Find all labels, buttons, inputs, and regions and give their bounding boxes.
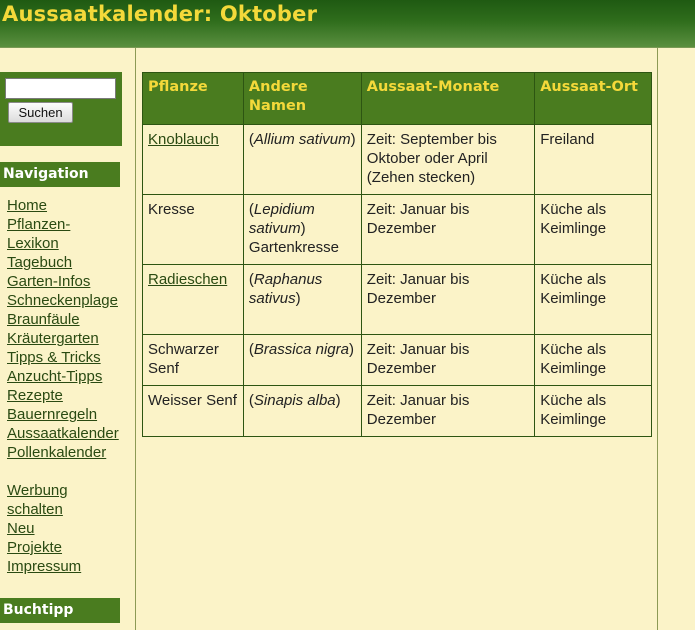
nav-item-aussaatkalender[interactable]: Aussaatkalender bbox=[7, 425, 119, 442]
nav-item-garten-infos[interactable]: Garten-Infos bbox=[7, 273, 91, 290]
nav-item-home[interactable]: Home bbox=[7, 197, 48, 214]
navigation-list bbox=[7, 196, 132, 576]
place-cell: Freiland bbox=[535, 125, 652, 195]
column-header-aussaat-monate: Aussaat-Monate bbox=[361, 73, 534, 125]
plant-cell: Schwarzer Senf bbox=[143, 335, 244, 386]
nav-item-impressum[interactable]: Impressum bbox=[7, 558, 82, 575]
page-title: Aussaatkalender: Oktober bbox=[2, 2, 318, 26]
nav-item-pflanzen-lexikon-2[interactable]: Lexikon bbox=[7, 235, 59, 252]
sowing-table bbox=[142, 72, 652, 437]
plant-link-radieschen[interactable]: Radieschen bbox=[148, 271, 228, 288]
navigation-heading: Navigation bbox=[0, 162, 120, 187]
table-row bbox=[143, 335, 652, 386]
common-name: Gartenkresse bbox=[248, 239, 339, 256]
column-header-aussaat-ort: Aussaat-Ort bbox=[535, 73, 652, 125]
plant-link-knoblauch[interactable]: Knoblauch bbox=[148, 131, 219, 148]
search-input[interactable] bbox=[5, 78, 116, 99]
nav-item-kraeutergarten[interactable]: Kräutergarten bbox=[7, 330, 99, 347]
nav-item-rezepte[interactable]: Rezepte bbox=[7, 387, 63, 404]
other-names-cell: (Sinapis alba) bbox=[243, 386, 361, 437]
place-cell: Küche als Keimlinge bbox=[535, 265, 652, 335]
nav-item-neu[interactable]: Neu bbox=[7, 520, 35, 537]
nav-item-werbung[interactable]: Werbung bbox=[7, 482, 68, 499]
plant-cell bbox=[143, 125, 244, 195]
plant-cell: Kresse bbox=[143, 195, 244, 265]
nav-item-projekte[interactable]: Projekte bbox=[7, 539, 63, 556]
place-cell: Küche als Keimlinge bbox=[535, 386, 652, 437]
nav-item-pflanzen-lexikon[interactable]: Pflanzen- bbox=[7, 216, 71, 233]
search-button[interactable]: Suchen bbox=[8, 102, 73, 123]
sidebar bbox=[0, 48, 136, 630]
latin-name: Sinapis alba bbox=[253, 392, 336, 409]
column-header-andere-namen: Andere Namen bbox=[243, 73, 361, 125]
other-names-cell: (Raphanus sativus) bbox=[243, 265, 361, 335]
nav-item-schneckenplage[interactable]: Schneckenplage bbox=[7, 292, 118, 309]
plant-cell bbox=[143, 265, 244, 335]
latin-name: Raphanus sativus bbox=[248, 271, 323, 307]
plant-cell: Weisser Senf bbox=[143, 386, 244, 437]
table-header-row bbox=[143, 73, 652, 125]
nav-item-werbung-schalten[interactable]: schalten bbox=[7, 501, 63, 518]
right-column-divider bbox=[657, 48, 658, 630]
months-cell: Zeit: September bis Oktober oder April (Zehen stecken) bbox=[361, 125, 534, 195]
other-names-cell: (Allium sativum) bbox=[243, 125, 361, 195]
nav-item-braunfaeule[interactable]: Braunfäule bbox=[7, 311, 80, 328]
page-header bbox=[0, 0, 695, 48]
table-row bbox=[143, 125, 652, 195]
table-row bbox=[143, 265, 652, 335]
months-cell: Zeit: Januar bis Dezember bbox=[361, 386, 534, 437]
nav-item-anzucht-tipps[interactable]: Anzucht-Tipps bbox=[7, 368, 103, 385]
other-names-cell: (Lepidium sativum) Gartenkresse bbox=[243, 195, 361, 265]
nav-item-bauernregeln[interactable]: Bauernregeln bbox=[7, 406, 98, 423]
nav-item-tagebuch[interactable]: Tagebuch bbox=[7, 254, 73, 271]
place-cell: Küche als Keimlinge bbox=[535, 195, 652, 265]
months-cell: Zeit: Januar bis Dezember bbox=[361, 195, 534, 265]
table-row bbox=[143, 195, 652, 265]
main-content bbox=[136, 48, 658, 630]
months-cell: Zeit: Januar bis Dezember bbox=[361, 265, 534, 335]
nav-item-tipps-tricks[interactable]: Tipps & Tricks bbox=[7, 349, 101, 366]
search-box bbox=[0, 72, 122, 146]
latin-name: Lepidium sativum bbox=[248, 201, 315, 237]
place-cell: Küche als Keimlinge bbox=[535, 335, 652, 386]
latin-name: Allium sativum bbox=[253, 131, 351, 148]
column-header-pflanze: Pflanze bbox=[143, 73, 244, 125]
table-row bbox=[143, 386, 652, 437]
other-names-cell: (Brassica nigra) bbox=[243, 335, 361, 386]
nav-item-pollenkalender[interactable]: Pollenkalender bbox=[7, 444, 107, 461]
latin-name: Brassica nigra bbox=[253, 341, 349, 358]
buchtipp-heading: Buchtipp bbox=[0, 598, 120, 623]
months-cell: Zeit: Januar bis Dezember bbox=[361, 335, 534, 386]
